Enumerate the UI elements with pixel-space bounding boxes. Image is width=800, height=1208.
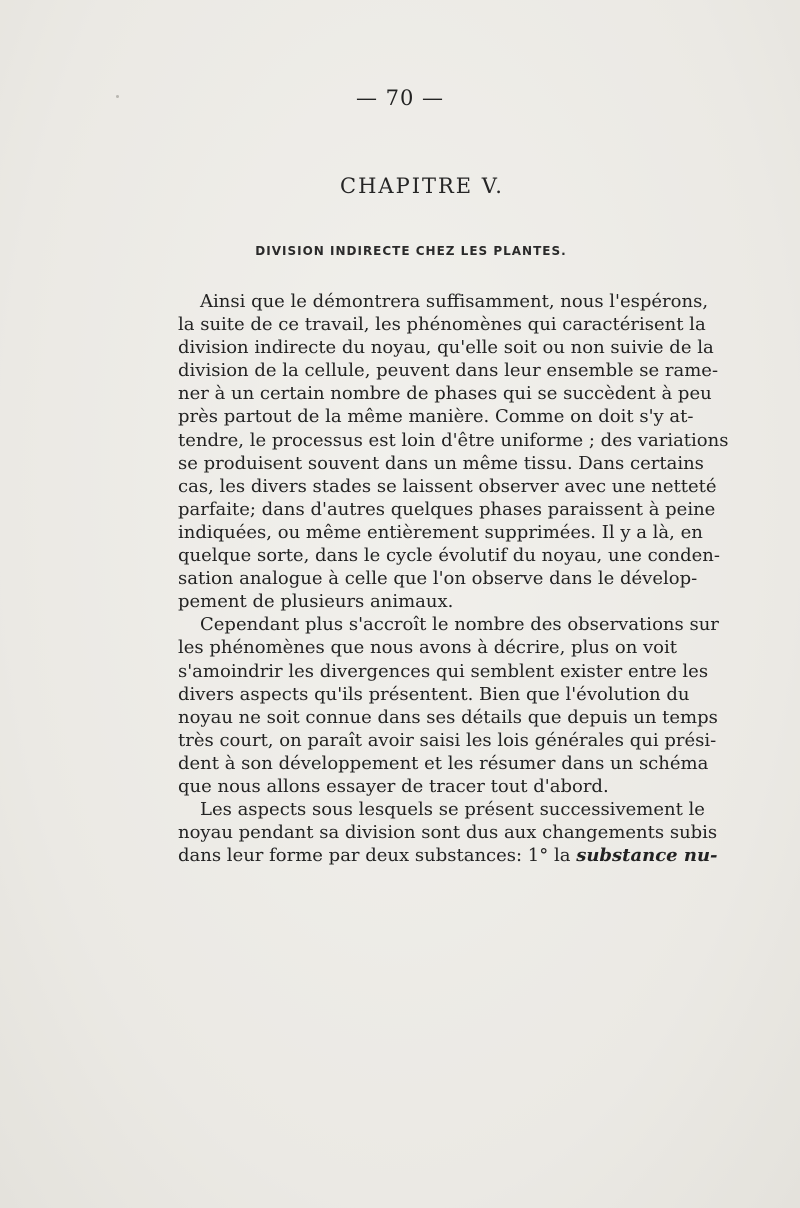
text-line: pement de plusieurs animaux.: [178, 591, 454, 613]
chapter-title: CHAPITRE V.: [340, 174, 504, 198]
text-line: division indirecte du noyau, qu'elle soit ou non suivie de la: [178, 337, 714, 359]
text-line: indiquées, ou même entièrement supprimées. Il y a là, en: [178, 521, 703, 543]
text-line: près partout de la même manière. Comme on doit s'y at-: [178, 406, 694, 428]
text-line: tendre, le processus est loin d'être uniforme ; des variations: [178, 429, 729, 451]
text-line: noyau pendant sa division sont dus aux changements subis: [178, 822, 718, 844]
text-line: sation analogue à celle que l'on observe dans le dévelop-: [178, 568, 698, 590]
text-line: noyau ne soit connue dans ses détails que depuis un temps: [178, 706, 718, 728]
text-line: dent à son développement et les résumer dans un schéma: [178, 752, 709, 774]
text-line: très court, on paraît avoir saisi les lois générales qui prési-: [178, 729, 717, 751]
text-line: ner à un certain nombre de phases qui se succèdent à peu: [178, 383, 712, 405]
body-text: [178, 290, 729, 867]
text-line: les phénomènes que nous avons à décrire, plus on voit: [178, 637, 677, 659]
page-number: — 70 —: [355, 86, 445, 110]
text-line: Les aspects sous lesquels se présent successivement le: [200, 799, 705, 821]
text-line: Cependant plus s'accroît le nombre des observations sur: [200, 614, 719, 636]
text-line: divers aspects qu'ils présentent. Bien que l'évolution du: [178, 683, 690, 705]
text-line: s'amoindrir les divergences qui semblent exister entre les: [178, 660, 709, 682]
text-line: division de la cellule, peuvent dans leur ensemble se rame-: [178, 360, 719, 382]
section-title: DIVISION INDIRECTE CHEZ LES PLANTES.: [255, 244, 567, 258]
text-line: cas, les divers stades se laissent observer avec une netteté: [178, 475, 717, 497]
text-line: la suite de ce travail, les phénomènes qui caractérisent la: [178, 314, 706, 336]
text-segment: dans leur forme par deux substances: 1° la: [178, 845, 571, 867]
text-line: Ainsi que le démontrera suffisamment, nous l'espérons,: [200, 291, 709, 312]
italic-term: substance nu-: [576, 845, 718, 867]
text-line: se produisent souvent dans un même tissu. Dans certains: [178, 452, 704, 474]
text-line: que nous allons essayer de tracer tout d'abord.: [178, 775, 609, 797]
text-line-with-italic: [178, 844, 718, 867]
text-line: parfaite; dans d'autres quelques phases paraissent à peine: [178, 498, 716, 520]
scan-speck: [116, 95, 119, 98]
text-line: quelque sorte, dans le cycle évolutif du noyau, une conden-: [178, 545, 720, 567]
